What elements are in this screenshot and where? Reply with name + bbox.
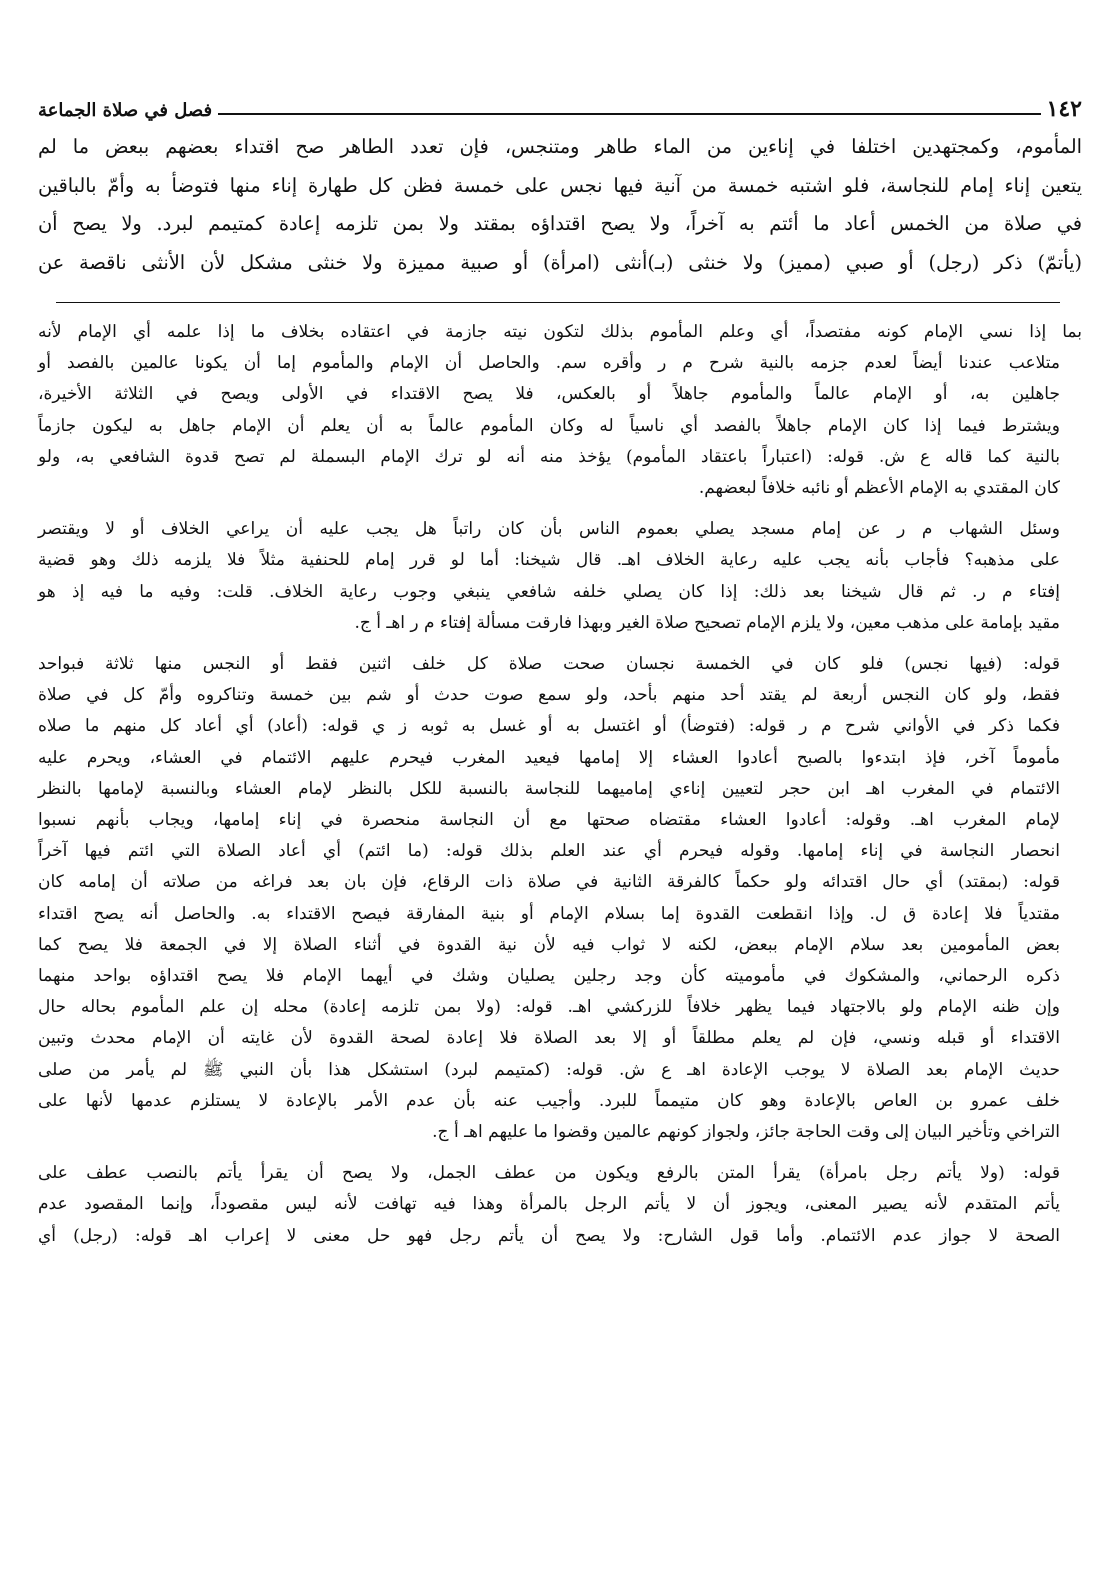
footnote-line: قوله: (ولا يأتم رجل بامرأة) يقرأ المتن بالرفع ويكون من عطف الجمل، ولا يصح أن يقرأ يأتم بالنصب عطف على bbox=[38, 1163, 1060, 1184]
footnote-line: مأموماً آخر، فإذ ابتدءوا بالصبح أعادوا العشاء إلا إمامها فيعيد المغرب فيحرم عليهم الائتمام في العشاء، ويحرم عليه bbox=[38, 747, 1060, 768]
footnote-line: بعض المأمومين بعد سلام الإمام ببعض، لكنه لا ثواب فيه لأن نية القدوة في أثناء الصلاة إلا في الجمعة فلا يصح كما bbox=[38, 934, 1060, 955]
footnote-line: قوله: (فيها نجس) فلو كان في الخمسة نجسان صحت صلاة كل خلف اثنين فقط أو النجس منها ثلاثة فبواحد bbox=[38, 654, 1060, 675]
footnote-line: متلاعب عندنا أيضاً لعدم جزمه بالنية شرح م ر وأقره سم. والحاصل أن الإمام والمأموم إما أن يكونا عالمين بالفصد أو bbox=[38, 353, 1060, 374]
footnote-line: ذكره الرحماني، والمشكوك في مأموميته كأن وجد رجلين يصليان وشك في أيهما الإمام فلا يصح اقتداؤه بواحد منهما bbox=[38, 966, 1060, 987]
main-text-line: في صلاة من الخمس أعاد ما أئتم به آخراً، ولا يصح اقتداؤه بمقتد ولا بمن تلزمه إعادة كمتيمم لبرد. ولا يصح أن bbox=[38, 212, 1082, 235]
footnote-line: خلف عمرو بن العاص بالإعادة وهو كان متيمماً للبرد. وأجيب عنه بأن عدم الأمر بالإعادة لا يستلزم عدمها لأنها على bbox=[38, 1090, 1060, 1111]
footnote-line: يأتم المتقدم لأنه يصير المعنى، ويجوز أن لا يأتم الرجل بالمرأة وهذا فيه تهافت لأنه ليس مقصوداً، وإنما المقصود عدم bbox=[38, 1194, 1060, 1215]
footnote-line: مقتدياً فلا إعادة ق ل. وإذا انقطعت القدوة إما بسلام الإمام أو بنية المفارقة فيصح الاقتداء به. والحاصل أنه يصح اقتداء bbox=[38, 903, 1060, 924]
footnote-line: لإمام المغرب اهـ. وقوله: أعادوا العشاء مقتضاه صحتها مع أن النجاسة منحصرة في إناء إمامها، ويجاب بأنهم نسبوا bbox=[38, 810, 1060, 831]
main-text-line: (يأتمّ) ذكر (رجل) أو صبي (مميز) ولا خنثى (ب‍ـ)أنثى (امرأة) أو صبية مميزة ولا خنثى مشكل لأن الأنثى ناقصة عن bbox=[38, 250, 1082, 274]
footnotes bbox=[38, 317, 1082, 1252]
main-text bbox=[38, 124, 1082, 282]
footnote-line: حديث الإمام بعد الصلاة لا يوجب الإعادة اهـ ع ش. قوله: (كمتيمم لبرد) استشكل هذا بأن النبي ﷺ لم يأمر من صلى bbox=[38, 1059, 1061, 1080]
footnote-line: بما إذا نسي الإمام كونه مفتصداً، أي وعلم المأموم بذلك لتكون نيته جازمة في اعتقاده بخلاف ما إذا علمه أي الإمام لأنه bbox=[38, 322, 1082, 342]
footnote-line: كان المقتدي به الإمام الأعظم أو نائبه خلافاً لبعضهم. bbox=[698, 478, 1060, 499]
footnote-line: وسئل الشهاب م ر عن إمام مسجد يصلي بعموم الناس بأن كان راتباً هل يجب عليه أن يراعي الخلاف أو لا ويقتصر bbox=[38, 519, 1060, 540]
footnote-paragraph bbox=[38, 317, 1082, 504]
footnote-divider bbox=[56, 302, 1060, 303]
footnote-line: الاقتداء أو قبله ونسي، فإن لم يعلم مطلقاً أو إلا بعد الصلاة فلا إعادة لصحة القدوة لأن غايته أن الإمام محدث وتبين bbox=[38, 1028, 1060, 1049]
footnote-line: قوله: (بمقتد) أي حال اقتدائه ولو حكماً كالفرقة الثانية في صلاة ذات الرقاع، فإن بان بعد فراغه من صلاته أن إمامه كان bbox=[38, 872, 1060, 893]
footnote-line: التراخي وتأخير البيان إلى وقت الحاجة جائز، ولجواز كونهم عالمين وقضوا ما عليهم اهـ أ ج. bbox=[432, 1122, 1060, 1143]
running-title: فصل في صلاة الجماعة bbox=[38, 100, 213, 121]
footnote-line: بالنية كما قاله ع ش. قوله: (اعتباراً باعتقاد المأموم) يؤخذ منه أنه لو ترك الإمام البسملة لم تصح قدوة الشافعي به، ولو bbox=[38, 446, 1060, 467]
footnote-line: على مذهبه؟ فأجاب بأنه يجب عليه رعاية الخلاف اهـ. قال شيخنا: أما لو قرر إمام للحنفية مثلاً فلا يلزمه ذلك وهو قضية bbox=[38, 550, 1060, 571]
footnote-line: فقط، ولو كان النجس أربعة لم يقتد أحد منهم بأحد، ولو سمع صوت حدث أو شم بين خمسة وتناكروه وأمّ كل في صلاة bbox=[38, 685, 1060, 706]
footnote-paragraph bbox=[38, 514, 1082, 639]
main-text-line: المأموم، وكمجتهدين اختلفا في إناءين من الماء طاهر ومتنجس، فإن تعدد الطاهر صح اقتداء بعضهم ببعض ما لم bbox=[38, 135, 1082, 158]
main-text-line: يتعين إناء إمام للنجاسة، فلو اشتبه خمسة من آنية فيها نجس على خمسة فظن كل طهارة إناء منها فتوضأ به وأمّ بالباقين bbox=[38, 173, 1082, 197]
footnote-line: الائتمام في المغرب اهـ ابن حجر لتعيين إناءي إماميهما للنجاسة بالنسبة للكل بالنظر لإمام العشاء وبالنسبة لإمامها بالنظر bbox=[38, 778, 1060, 799]
footnote-line: جاهلين به، أو الإمام عالماً والمأموم جاهلاً أو بالعكس، فلا يصح الاقتداء في الأولى ويصح في الثلاثة الأخيرة، bbox=[38, 384, 1060, 405]
header-rule bbox=[218, 113, 1040, 115]
footnote-line: إفتاء م ر. ثم قال شيخنا بعد ذلك: إذا كان يصلي خلفه شافعي ينبغي وجوب رعاية الخلاف. قلت: وفيه ما فيه إذ هو bbox=[38, 581, 1060, 602]
footnote-line: ويشترط فيما إذا كان الإمام جاهلاً بالفصد أي ناسياً له وكان المأموم عالماً به أن يعلم أن الإمام جاهل به ليكون جازماً bbox=[38, 415, 1060, 436]
footnote-line: الصحة لا جواز عدم الائتمام. وأما قول الشارح: ولا يصح أن يأتم رجل فهو حل معنى لا إعراب اهـ قوله: (رجل) أي bbox=[38, 1225, 1060, 1246]
footnote-line: وإن ظنه الإمام ولو بالاجتهاد فيما يظهر خلافاً للزركشي اهـ. قوله: (ولا بمن تلزمه إعادة) محله إن علم المأموم بحاله حال bbox=[38, 997, 1060, 1018]
footnote-line: مقيد بإمامة على مذهب معين، ولا يلزم الإمام تصحيح صلاة الغير وبهذا فارقت مسألة إفتاء م ر اهـ أ ج. bbox=[354, 612, 1060, 633]
footnote-paragraph bbox=[38, 649, 1082, 1148]
page-header bbox=[38, 88, 1082, 124]
footnote-line: انحصار النجاسة في إناء إمامها. وقوله فيحرم أي عند العلم بذلك قوله: (ما ائتم) أي أعاد الصلاة التي ائتم فيها آخراً bbox=[38, 841, 1061, 862]
footnote-line: فكما ذكر في الأواني شرح م ر قوله: (فتوضأ) أو اغتسل به أو غسل به ثوبه ز ي قوله: (أعاد) أي أعاد كل منهم ما صلاه bbox=[38, 716, 1060, 737]
footnote-paragraph bbox=[38, 1158, 1082, 1252]
page-number: ١٤٢ bbox=[1046, 96, 1082, 122]
book-page bbox=[38, 88, 1082, 1558]
